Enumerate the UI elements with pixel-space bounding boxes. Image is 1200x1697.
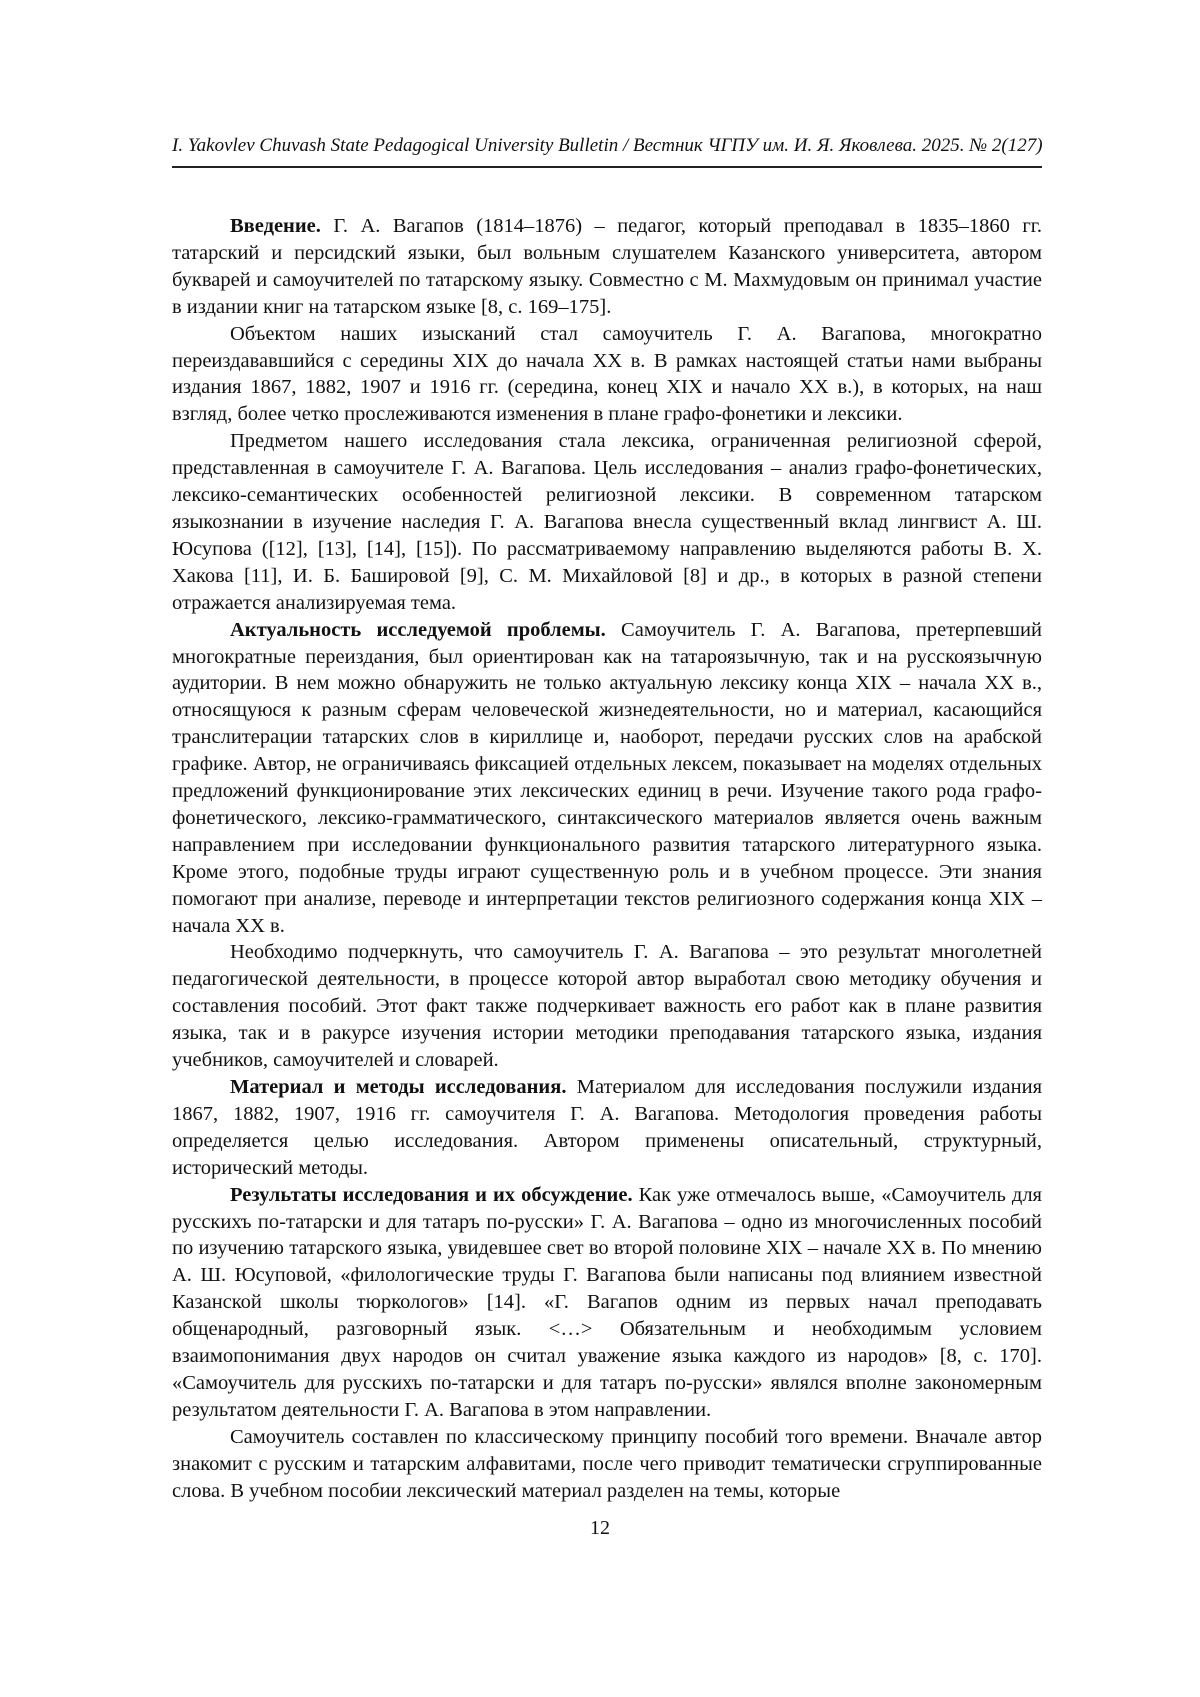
paragraph-object — [172, 321, 1042, 429]
page-number: 12 — [590, 1517, 610, 1539]
paragraph-relevance — [172, 617, 1042, 940]
header-rule — [172, 166, 1042, 168]
paragraph-results — [172, 1182, 1042, 1424]
paragraph-text: Как уже отмечалось выше, «Самоучитель для русскихъ по-татарски и для татаръ по-русски» Г. А. Вагапова – одно из многочисленных пособий по изучению татарского языка, увидевшее свет во второй половине XIX – начале XX в. По мнению А. Ш. Юсуповой, «филологические труды Г. Вагапова были написаны под влиянием известной Казанской школы тюркологов» [14]. «Г. Вагапов одним из первых начал преподавать общенародный, разговорный язык. <…> Обязательным и необходимым условием взаимопонимания двух народов он считал уважение языка каждого из народов» [8, с. 170]. «Самоучитель для русскихъ по-татарски и для татаръ по-русски» являлся вполне закономерным результатом деятельности Г. А. Вагапова в этом направлении. — [172, 1183, 1042, 1421]
paragraph-text: Самоучитель Г. А. Вагапова, претерпевший многократные переиздания, был ориентирован как на татароязычную, так и на русскоязычную аудитории. В нем можно обнаружить не только актуальную лексику конца XIX – начала XX в., относящуюся к разным сферам человеческой жизнедеятельности, но и материал, касающийся транслитерации татарских слов в кириллице и, наоборот, передачи русских слов на арабской графике. Автор, не ограничиваясь фиксацией отдельных лексем, показывает на моделях отдельных предложений функционирование этих лексических единиц в речи. Изучение такого рода графо-фонетического, лексико-грамматического, синтаксического материалов является очень важным направлением при исследовании функционального развития татарского литературного языка. Кроме этого, подобные труды играют существенную роль и в учебном процессе. Эти знания помогают при анализе, переводе и интерпретации текстов религиозного содержания конца XIX – начала XX в. — [172, 618, 1042, 937]
paragraph-text: Объектом наших изысканий стал самоучитель Г. А. Вагапова, многократно переиздававшийся с середины XIX до начала XX в. В рамках настоящей статьи нами выбраны издания 1867, 1882, 1907 и 1916 гг. (середина, конец XIX и начало XX в.), в которых, на наш взгляд, более четко прослеживаются изменения в плане графо-фонетики и лексики. — [172, 322, 1042, 426]
paragraph-text: Материалом для исследования послужили издания 1867, 1882, 1907, 1916 гг. самоучителя Г. А. Вагапова. Методология проведения работы определяется целью исследования. Автором применены описательный, структурный, исторический методы. — [172, 1076, 1043, 1179]
paragraph-introduction — [172, 213, 1042, 321]
section-heading-introduction: Введение. — [230, 215, 321, 237]
running-header: I. Yakovlev Chuvash State Pedagogical University Bulletin / Вестник ЧГПУ им. И. Я. Яковлева. 2025. № 2(127) — [172, 135, 1043, 156]
section-heading-materials-methods: Материал и методы исследования. — [230, 1076, 567, 1098]
section-heading-results: Результаты исследования и их обсуждение. — [230, 1183, 633, 1206]
paragraph-text: Предметом нашего исследования стала лексика, ограниченная религиозной сферой, представленная в самоучителе Г. А. Вагапова. Цель исследования – анализ графо-фонетических, лексико-семантических особенностей религиозной лексики. В современном татарском языкознании в изучение наследия Г. А. Вагапова внесла существенный вклад лингвист А. Ш. Юсупова ([12], [13], [14], [15]). По рассматриваемому направлению выделяются работы В. Х. Хакова [11], И. Б. Башировой [9], С. М. Михайловой [8] и др., в которых в разной степени отражается анализируемая тема. — [172, 430, 1042, 614]
paragraph-structure — [172, 1424, 1042, 1505]
paragraph-text: Г. А. Вагапов (1814–1876) – педагог, который преподавал в 1835–1860 гг. татарский и персидский языки, был вольным слушателем Казанского университета, автором букварей и самоучителей по татарскому языку. Совместно с М. Махмудовым он принимал участие в издании книг на татарском языке [8, с. 169–175]. — [172, 215, 1042, 318]
paragraph-text: Необходимо подчеркнуть, что самоучитель Г. А. Вагапова – это результат многолетней педагогической деятельности, в процессе которой автор выработал свою методику обучения и составления пособий. Этот факт также подчеркивает важность его работ как в плане развития языка, так и в ракурсе изучения истории методики преподавания татарского языка, издания учебников, самоучителей и словарей. — [172, 941, 1042, 1072]
paragraph-materials-methods — [172, 1074, 1042, 1182]
paragraph-emphasis — [172, 939, 1042, 1074]
article-body — [172, 213, 1042, 1505]
paragraph-text: Самоучитель составлен по классическому принципу пособий того времени. Вначале автор знакомит с русским и татарским алфавитами, после чего приводит тематически сгруппированные слова. В учебном пособии лексический материал разделен на темы, которые — [172, 1425, 1042, 1502]
section-heading-relevance: Актуальность исследуемой проблемы. — [230, 618, 606, 641]
paragraph-subject — [172, 428, 1042, 616]
